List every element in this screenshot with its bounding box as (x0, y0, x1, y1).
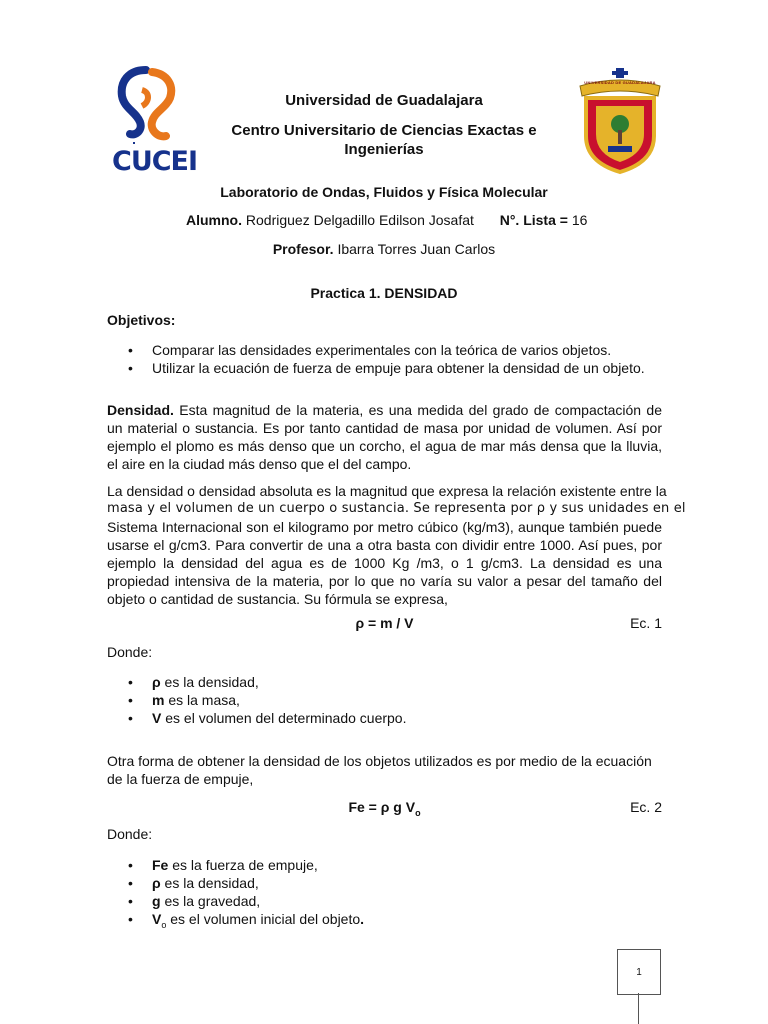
list-item (128, 709, 648, 727)
where-heading-2: Donde: (107, 826, 153, 842)
description: es el volumen inicial del objeto (166, 911, 361, 927)
buoyancy-paragraph: Otra forma de obtener la densidad de los objetos utilizados es por medio de la ecuación de la fuerza de empuje, (107, 753, 652, 787)
list-item: • Comparar las densidades experimentales con la teórica de varios objetos. (128, 341, 668, 359)
cucei-logo (112, 66, 198, 182)
list-item (128, 892, 648, 910)
udg-shield-logo (574, 66, 666, 176)
page-number: 1 (636, 966, 642, 978)
student-line (186, 212, 606, 228)
symbol: m (152, 692, 165, 708)
absolute-density-paragraph (107, 482, 686, 608)
absolute-density-rest: Sistema Internacional son el kilogramo por metro cúbico (kg/m3), aunque también puede usarse el g/cm3. Para convertir de una a otra basta con dividir entre 1000. Así pues, por ejemplo la densidad del agua es de 1000 Kg /m3, o 1 g/cm3. La densidad es una propiedad intensiva de la materia, por lo que no varía su valor a pesar del tamaño del objeto o cantidad de sustancia. Su fórmula se expresa, (107, 519, 662, 607)
density-text: Esta magnitud de la materia, es una medida del grado de compactación de un material o sustancia. Es por tanto cantidad de masa por unidad de volumen. Así por ejemplo el plomo es más denso que un corcho, el agua de mar más densa que la lluvia, el aire en la ciudad más denso que el del campo. (107, 402, 662, 472)
density-paragraph (107, 401, 662, 473)
list-item (128, 691, 648, 709)
university-title: Universidad de Guadalajara (285, 92, 483, 109)
center-title-line2: Ingenierías (344, 141, 424, 158)
page-number-line (638, 993, 639, 1024)
equation-1-label: Ec. 1 (630, 615, 662, 631)
symbol: V (152, 911, 162, 927)
where-heading-1: Donde: (107, 644, 153, 660)
equation-2 (107, 799, 662, 818)
equation-1: ρ = m / V (355, 615, 414, 631)
symbol: ρ (152, 875, 161, 891)
list-item (128, 673, 648, 691)
objectives-list (128, 341, 668, 377)
where-list-1 (128, 673, 648, 727)
equation-2-label: Ec. 2 (630, 799, 662, 815)
equation-1-row (107, 615, 662, 635)
shield-ribbon-text: UNIVERSIDAD DE GUADALAJARA (584, 80, 656, 85)
lab-title: Laboratorio de Ondas, Fluidos y Física Molecular (220, 184, 548, 200)
description: es la masa, (164, 692, 240, 708)
objectives-heading: Objetivos: (107, 312, 176, 328)
description: es el volumen del determinado cuerpo. (161, 710, 407, 726)
equation-2-main: Fe = ρ g V (348, 799, 416, 815)
professor-name: Ibarra Torres Juan Carlos (337, 241, 496, 257)
symbol: g (152, 893, 161, 909)
page-number-box (617, 949, 661, 995)
list-item: • Utilizar la ecuación de fuerza de empuje para obtener la densidad de un objeto. (128, 359, 668, 377)
list-item (128, 856, 648, 874)
density-lead: Densidad. (107, 402, 174, 418)
student-label: Alumno. (186, 212, 242, 228)
description: es la densidad, (160, 674, 259, 690)
symbol: V (152, 710, 162, 726)
list-item (128, 910, 648, 934)
list-label: N°. Lista = (499, 212, 568, 228)
equation-2-sub: o (415, 807, 421, 818)
practice-title: Practica 1. DENSIDAD (310, 285, 458, 301)
cucei-logo-text: CUCEI (112, 146, 198, 177)
absolute-density-line1: La densidad o densidad absoluta es la magnitud que expresa la relación existente entre la (107, 483, 667, 499)
symbol: ρ (152, 674, 161, 690)
where-list-2 (128, 856, 648, 934)
period: . (360, 911, 365, 927)
center-title-line1: Centro Universitario de Ciencias Exactas e (231, 122, 537, 139)
description: es la densidad, (160, 875, 259, 891)
absolute-density-line2: masa y el volumen de un cuerpo o sustancia. Se representa por ρ y sus unidades en el (107, 501, 686, 516)
symbol: Fe (152, 857, 169, 873)
professor-label: Profesor. (272, 241, 334, 257)
list-item (128, 874, 648, 892)
list-value: 16 (571, 212, 588, 228)
description: es la gravedad, (160, 893, 261, 909)
description: es la fuerza de empuje, (168, 857, 318, 873)
symbol-subscript: o (161, 919, 167, 930)
equation-2-row (107, 799, 662, 819)
student-name: Rodriguez Delgadillo Edilson Josafat (245, 212, 474, 228)
professor-line (200, 241, 568, 257)
